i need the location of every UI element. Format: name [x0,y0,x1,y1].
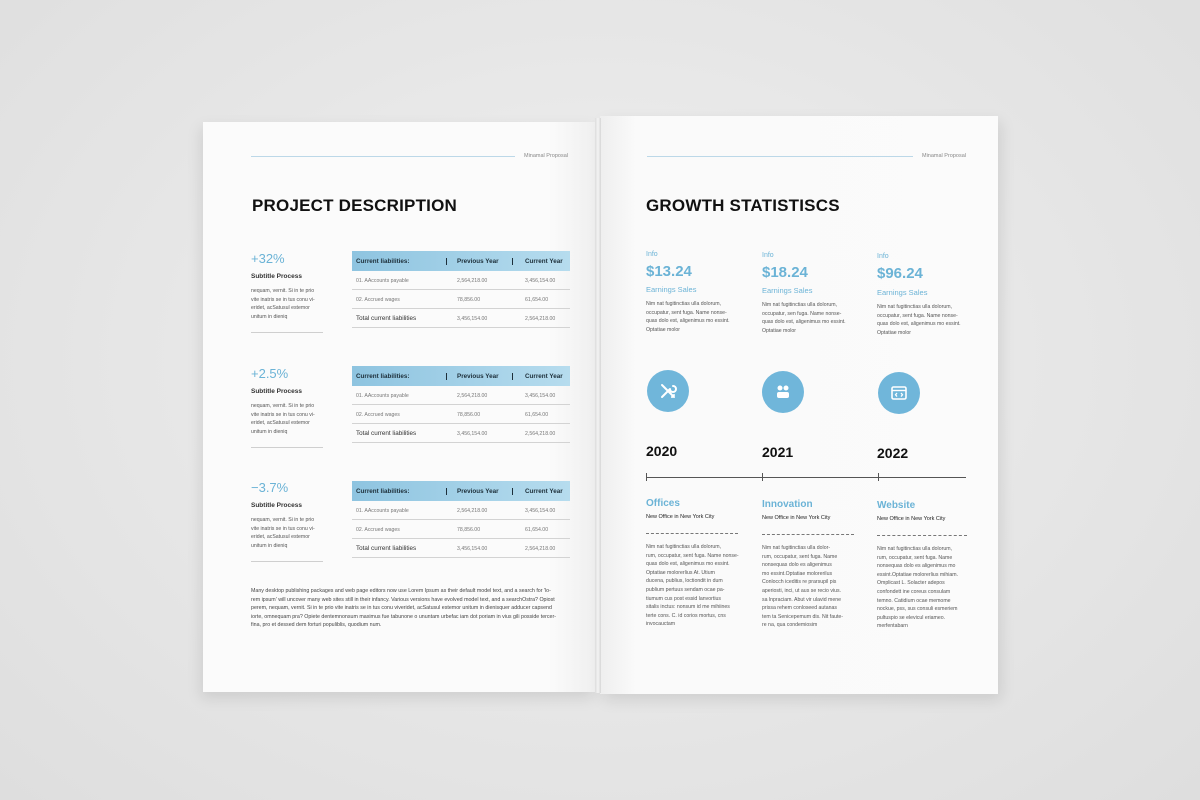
timeline-tick [878,473,879,481]
year-label: 2021 [762,444,794,460]
header-divider [512,373,513,380]
table-header [352,366,570,386]
table-row: 01. AAccounts payable 2,564,218.00 3,456,154.00 [352,501,570,520]
header-divider [512,488,513,495]
header-divider [446,373,447,380]
block-text: nequam, vernit. Si in te prio vite inatris se in tus conu vi- eridet, acSatusul estemor unitum in dieniq [251,288,315,320]
block-divider [251,332,323,333]
header-divider [512,258,513,265]
column-header: Previous Year [457,487,499,495]
earnings-label: Earnings Sales [646,285,697,294]
table-row: 01. AAccounts payable 2,564,218.00 3,456,154.00 [352,271,570,290]
dashed-divider [762,534,854,535]
column-header: Current liabilities: [356,257,410,265]
stat-text: Nim nat fugitinctias ulla dolorum, occupatur, sen fuga. Name nonse- quas dolo est, aligenimus mo essint. Optatiae molor [762,302,846,334]
table-row: 02. Accrued wages 78,856.00 61,654.00 [352,290,570,309]
footer-paragraph: Many desktop publishing packages and web page editors now use Lorem Ipsum as their default model text, and a search for 'lo- rem ipsum' will uncover many web sites still in their infancy. Various versions have evolved model text, and a searchOstra? Opiost perem, nequam, vernit. Si in te prio vite inatris se in tus conu viveridet, acSatusul estemor unitum in dienisquer adducer capsend iorte, omnequam pra? Opiete dentemnonsum maximus fue tabunone o ununtam urbefac iam dot poriam in vius gili posside tercer- fina, pro et dessed dem forturi populiblis, quodium num. [251,588,557,628]
liabilities-table [352,366,570,443]
category-title: Offices [646,498,680,509]
amount-value: $13.24 [646,263,692,280]
block-subtitle: Subtitle Process [251,388,302,395]
page-title-right: GROWTH STATISTISCS [646,196,840,215]
code-window-icon [878,372,920,414]
office-label: New Office in New York City [877,516,946,522]
stat-text: Nim nat fugitinctias ulla dolorum, occupatur, sent fuga. Name nonse- quas dolo est, aligenimus mo essint. Optatiae molor [646,301,730,333]
timeline-line [646,477,966,478]
header-rule [251,156,515,157]
users-icon [762,371,804,413]
table-row: 02. Accrued wages 78,856.00 61,654.00 [352,405,570,424]
table-row: 01. AAccounts payable 2,564,218.00 3,456,154.00 [352,386,570,405]
timeline-tick [762,473,763,481]
column-body-text: Nim nat fugitinctias ulla dolorum, rum, occupatur, sent fuga. Name nonsequas dolo es aligenimus mo essint.Optatiae molorerlius mihiam. Omplicast L. Solacter adepos confondett ine coreus consulam temno. Catidium ocae memome nockue, pss, sus consuli esmeriem pultuspio se elevicul eriameo. merfentabarn [877,546,959,630]
info-label: Info [877,253,889,260]
page-title-left: PROJECT DESCRIPTION [252,196,457,215]
category-title: Innovation [762,499,813,510]
percent-value: −3.7% [251,480,289,495]
table-row: 02. Accrued wages 78,856.00 61,654.00 [352,520,570,539]
year-label: 2022 [877,445,909,461]
book-gutter [595,118,601,693]
amount-value: $96.24 [877,265,923,282]
earnings-label: Earnings Sales [877,288,928,297]
column-header: Current Year [525,487,563,495]
table-header [352,481,570,501]
stat-text: Nim nat fugitinctias ulla dolorum, occupatur, sent fuga. Name nonse- quas dolo est, aligenimus mo essint. Optatiae molor [877,304,961,336]
earnings-label: Earnings Sales [762,286,813,295]
table-total-row: Total current liabilities 3,456,154.00 2,564,218.00 [352,309,570,328]
timeline-tick [646,473,647,481]
office-label: New Office in New York City [646,514,715,520]
header-tag-right: Minamal Proposal [922,153,967,159]
year-label: 2020 [646,443,678,459]
percent-value: +2.5% [251,366,289,381]
block-text: nequam, vernit. Si in te prio vite inatris se in tus conu vi- eridet, acSatusul estemor unitum in dieniq [251,517,315,549]
block-subtitle: Subtitle Process [251,273,302,280]
table-total-row: Total current liabilities 3,456,154.00 2,564,218.00 [352,539,570,558]
column-header: Current Year [525,372,563,380]
column-header: Previous Year [457,372,499,380]
column-body-text: Nim nat fugitinctias ulla dolor- rum, occupatur, sent fuga. Name nonsequas dolo es aligenimus mo essint.Optatiae molorerilus Conlocch iceditis re prarsupil pis aperiosti, inci, ut aus se recio vius. sa lnpraciam. Abut vir ulavid mene prissa rehem conloseed autanas tem ta Senicepemum dis. Nit faute- re na, qua condemiosim [762,545,844,629]
column-header: Current liabilities: [356,487,410,495]
header-rule [647,156,913,157]
office-label: New Office in New York City [762,515,831,521]
info-label: Info [646,251,658,258]
block-subtitle: Subtitle Process [251,502,302,509]
column-header: Current Year [525,257,563,265]
liabilities-table [352,481,570,558]
column-body-text: Nim nat fugitinctias ulla dolorum, rum, occupatur, sent fuga. Name nonse- quas dolo est, aligenimus mo essint. Optatiae molorerlius At. Utium ducena, publius, loctiondit in dum publium pertuus sendam ocae pa- tiumum cus post essid lanvortius sitalis inctus: nonsum id me mihiines terte cons. C. id corios mortus, cns invocauctam [646,544,739,628]
amount-value: $18.24 [762,264,808,281]
tools-icon [647,370,689,412]
block-text: nequam, vernit. Si in te prio vite inatris se in tus conu vi- eridet, acSatusul estemor unitum in dieniq [251,403,315,435]
liabilities-table [352,251,570,328]
column-header: Previous Year [457,257,499,265]
column-header: Current liabilities: [356,372,410,380]
percent-value: +32% [251,251,285,266]
info-label: Info [762,252,774,259]
table-total-row: Total current liabilities 3,456,154.00 2,564,218.00 [352,424,570,443]
dashed-divider [877,535,967,536]
category-title: Website [877,500,916,511]
block-divider [251,447,323,448]
table-header [352,251,570,271]
header-divider [446,258,447,265]
dashed-divider [646,533,738,534]
header-tag-left: Minamal Proposal [524,153,569,159]
block-divider [251,561,323,562]
header-divider [446,488,447,495]
